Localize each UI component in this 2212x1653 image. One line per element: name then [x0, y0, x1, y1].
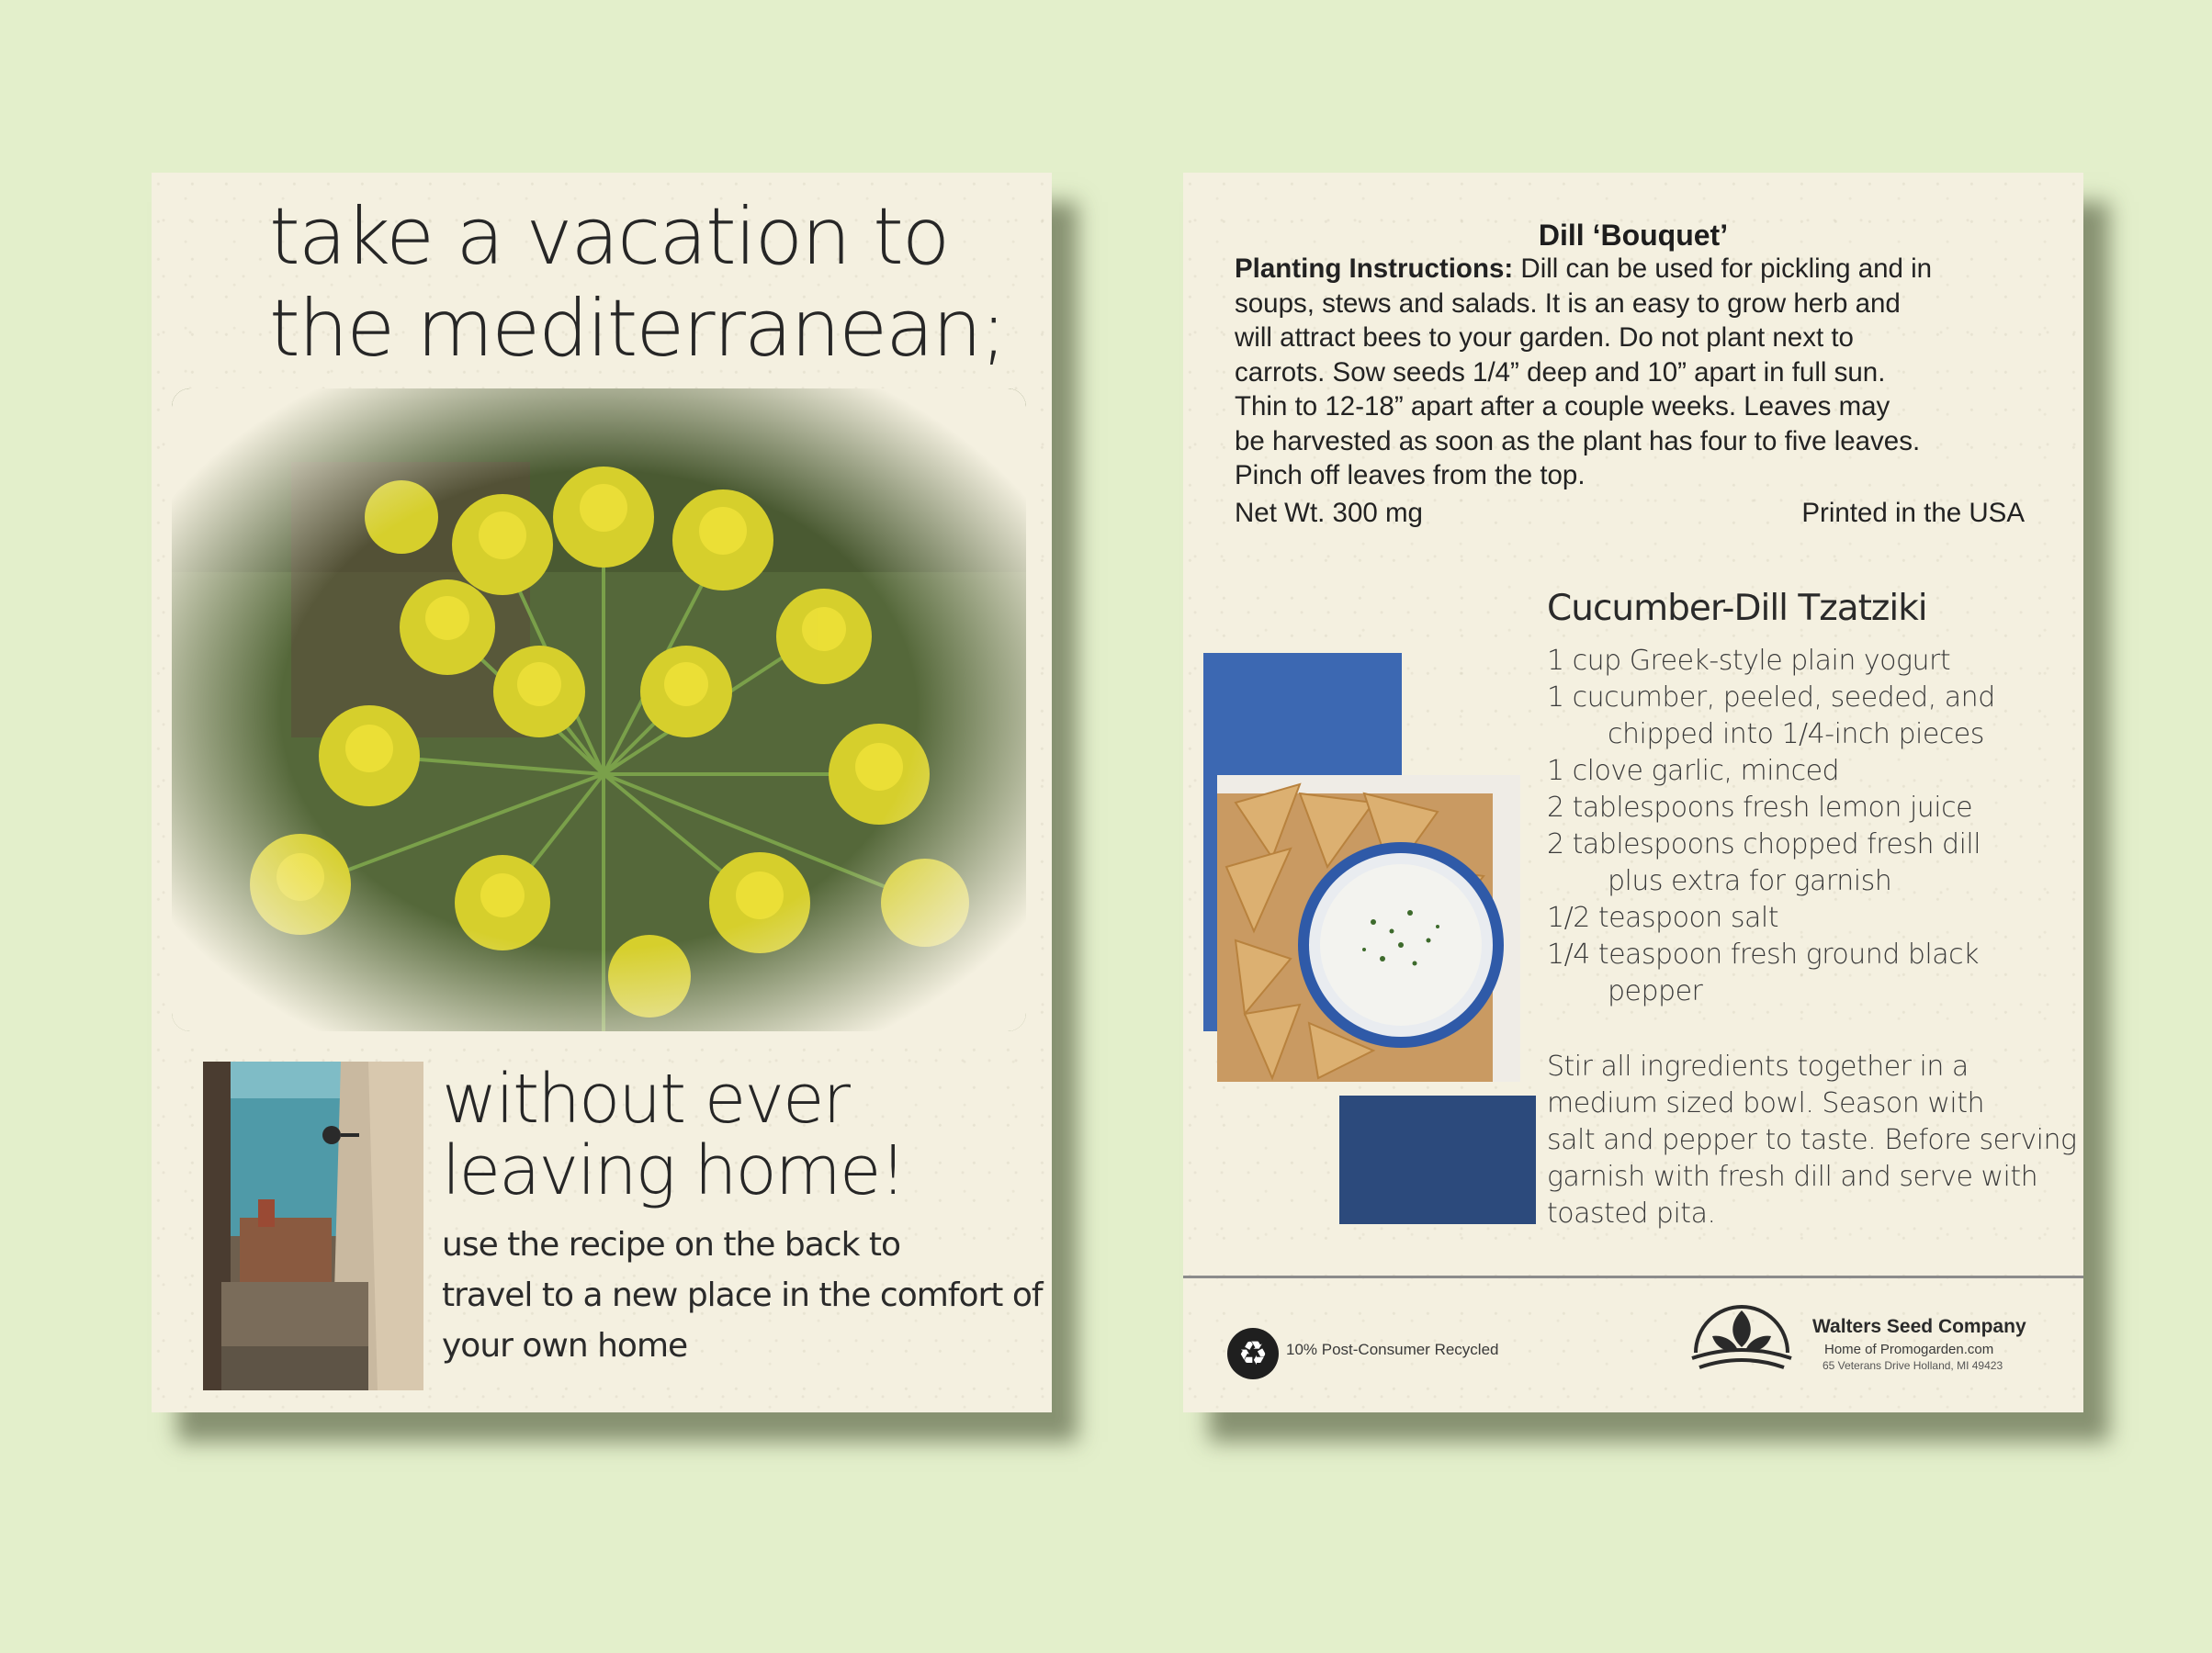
planting-instructions [1235, 252, 2043, 493]
ingredient-item: 1/4 teaspoon fresh ground black [1547, 939, 1979, 971]
directions-line: salt and pepper to taste. Before serving [1547, 1124, 2077, 1156]
body-line-1: use the recipe on the back to [442, 1226, 901, 1264]
tzatziki-illustration [1217, 775, 1520, 1082]
instructions-line-5: Thin to 12-18” apart after a couple weeks. Leaves may [1235, 391, 1890, 422]
ingredients-list [1547, 643, 2080, 1010]
dill-flower-illustration [172, 388, 1026, 1031]
printed-in-usa: Printed in the USA [1801, 498, 2025, 528]
company-name: Walters Seed Company [1812, 1316, 2026, 1337]
ingredient-item: 1 clove garlic, minced [1547, 755, 1840, 787]
body-line-3: your own home [442, 1327, 688, 1365]
company-website: Home of Promogarden.com [1824, 1342, 1994, 1357]
ingredient-item-continued: pepper [1608, 975, 1703, 1007]
headline-line-2: the mediterranean; [269, 283, 1006, 375]
instructions-label: Planting Instructions: [1235, 253, 1514, 284]
net-weight: Net Wt. 300 mg [1235, 498, 1423, 528]
recipe-title: Cucumber-Dill Tzatziki [1547, 588, 1927, 629]
ingredient-item: 1 cup Greek-style plain yogurt [1547, 645, 1951, 677]
ingredient-item: 2 tablespoons chopped fresh dill [1547, 828, 1981, 860]
ingredient-item-continued: chipped into 1/4-inch pieces [1608, 718, 1984, 750]
instructions-line-1 [1235, 252, 2043, 287]
ingredient-item: 1 cucumber, peeled, seeded, and [1547, 681, 1995, 714]
seed-packet-back [1183, 173, 2083, 1412]
street-illustration [203, 1062, 423, 1390]
instructions-line-2: soups, stews and salads. It is an easy to grow herb and [1235, 287, 1901, 319]
front-headline [269, 191, 1032, 375]
tzatziki-pita-photo [1217, 775, 1520, 1082]
subhead-line-1: without ever [442, 1060, 849, 1139]
directions-line: medium sized bowl. Season with [1547, 1087, 1984, 1119]
instructions-line-6: be harvested as soon as the plant has four to five leaves. [1235, 425, 1921, 456]
ingredient-item: 1/2 teaspoon salt [1547, 902, 1778, 934]
instructions-line-7: Pinch off leaves from the top. [1235, 460, 1586, 490]
footer-divider [1183, 1276, 2083, 1278]
product-title: Dill ‘Bouquet’ [1538, 219, 1729, 252]
directions-line: garnish with fresh dill and serve with [1547, 1161, 2038, 1193]
front-subhead [442, 1060, 1030, 1210]
walters-seed-logo-icon [1687, 1298, 1797, 1375]
mediterranean-street-photo [203, 1062, 423, 1390]
instructions-line-4: carrots. Sow seeds 1/4” deep and 10” apart in full sun. [1235, 356, 1886, 388]
body-line-2: travel to a new place in the comfort of [442, 1276, 1043, 1314]
directions-line: Stir all ingredients together in a [1547, 1051, 1969, 1083]
dill-flower-photo [172, 388, 1026, 1031]
company-address: 65 Veterans Drive Holland, MI 49423 [1823, 1359, 2003, 1372]
recycle-icon: ♻ [1227, 1328, 1279, 1379]
recipe-directions [1547, 1049, 2089, 1232]
ingredient-item-continued: plus extra for garnish [1608, 865, 1892, 897]
seed-packet-front [152, 173, 1052, 1412]
directions-line: toasted pita. [1547, 1198, 1716, 1230]
subhead-line-2: leaving home! [442, 1131, 906, 1210]
instructions-line-3: will attract bees to your garden. Do not plant next to [1235, 322, 1854, 353]
instructions-text-1: Dill can be used for pickling and in [1513, 253, 1933, 284]
net-weight-row [1235, 498, 2025, 534]
headline-line-1: take a vacation to [269, 191, 949, 283]
ingredient-item: 2 tablespoons fresh lemon juice [1547, 792, 1973, 824]
blue-accent-block-bottom [1339, 1096, 1536, 1224]
front-body-text [442, 1220, 1048, 1371]
recycled-content-note: 10% Post-Consumer Recycled [1286, 1341, 1499, 1358]
